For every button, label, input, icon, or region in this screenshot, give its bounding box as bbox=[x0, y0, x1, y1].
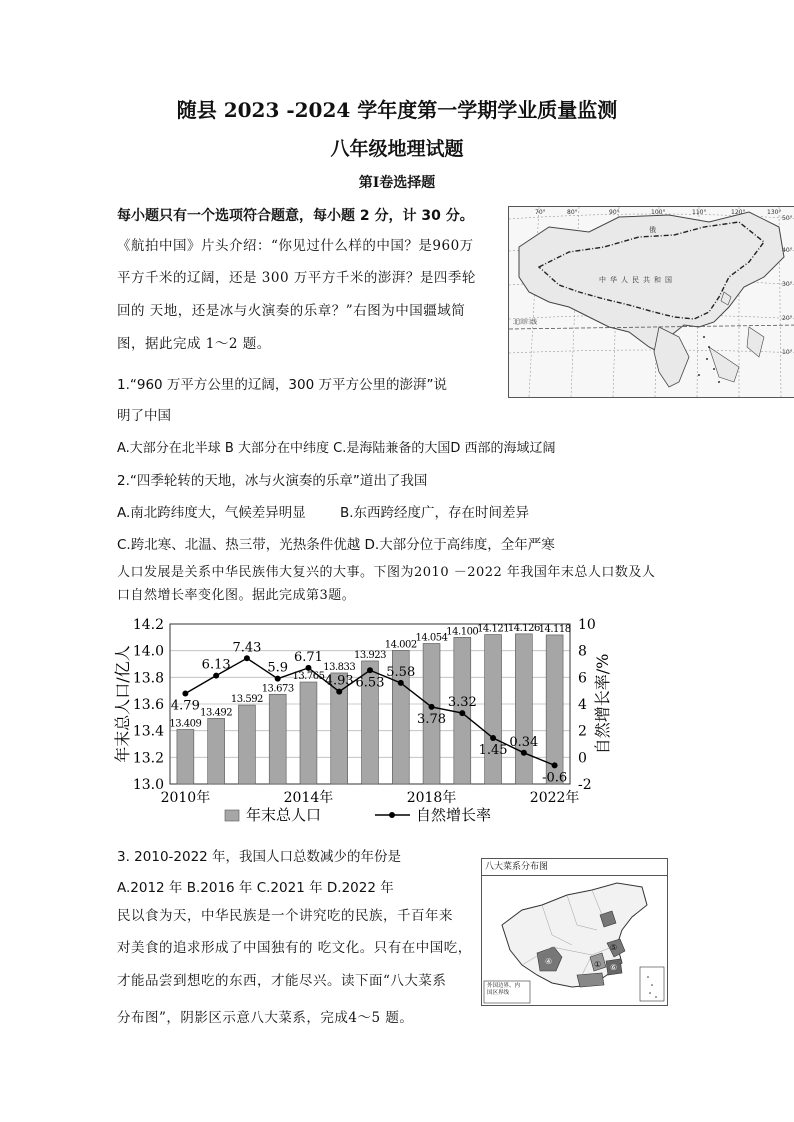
bar-2010 bbox=[177, 729, 194, 784]
y-left-tick-label: 13.4 bbox=[132, 723, 164, 740]
y-right-tick-label: 2 bbox=[578, 723, 587, 740]
map1-tropic-label: 北回归线 bbox=[513, 319, 538, 326]
rate-label-2017: 5.58 bbox=[386, 664, 416, 680]
rate-point-2016 bbox=[367, 667, 373, 673]
rate-point-2014 bbox=[305, 665, 311, 671]
passage2-line-2: 口自然增长率变化图。据此完成第3题。 bbox=[117, 588, 356, 603]
map1-lon-110: 110° bbox=[692, 209, 707, 216]
y-left-tick-label: 13.2 bbox=[132, 750, 164, 767]
y-left-tick-label: 13.6 bbox=[132, 697, 164, 713]
y-right-tick-label: 0 bbox=[578, 750, 587, 767]
rate-label-2014: 6.71 bbox=[293, 649, 323, 665]
bar-label-2019: 14.100 bbox=[446, 626, 479, 638]
x-tick-label: 2010年 bbox=[160, 790, 211, 806]
legend-bar-label: 年末总人口 bbox=[246, 806, 322, 824]
y-left-axis-title: 年末总人口/亿人 bbox=[113, 645, 132, 763]
bar-label-2021: 14.126 bbox=[507, 622, 540, 634]
y-right-tick-label: 10 bbox=[578, 617, 596, 633]
cuisine-marker-6: ⑥ bbox=[610, 963, 618, 972]
map1-lon-70: 70° bbox=[535, 209, 546, 216]
y-right-tick-label: 4 bbox=[578, 697, 587, 713]
passage2-line-1: 人口发展是关系中华民族伟大复兴的大事。下图为2010 －2022 年我国年末总人口数及人 bbox=[117, 565, 656, 580]
exam-subtitle: 八年级地理试题 bbox=[330, 138, 464, 160]
rate-point-2021 bbox=[521, 750, 527, 756]
bar-label-2011: 13.492 bbox=[200, 707, 233, 719]
legend-line-marker bbox=[389, 812, 395, 818]
cuisine-map-title: 八大菜系分布图 bbox=[482, 859, 668, 876]
rate-label-2021: 0.34 bbox=[509, 734, 539, 750]
passage3-line-3: 才能品尝到想吃的东西，才能尽兴。读下面“八大菜系 bbox=[117, 973, 447, 989]
q2-stem: 2.“四季轮转的天地，冰与火演奏的乐章”道出了我国 bbox=[117, 473, 428, 489]
map1-russia-label: 俄 bbox=[649, 226, 656, 234]
y-right-tick-label: 8 bbox=[578, 643, 587, 660]
rate-point-2017 bbox=[398, 680, 404, 686]
bar-2014 bbox=[300, 682, 317, 784]
passage1-line-3: 回的 天地，还是冰与火演奏的乐章？”右图为中国疆域简 bbox=[117, 303, 466, 319]
x-tick-label: 2018年 bbox=[406, 790, 457, 806]
section-heading: 第Ⅰ卷选择题 bbox=[358, 175, 436, 191]
q1-stem-line-1: 1.“960 万平方公里的辽阔，300 万平方公里的澎湃”说 bbox=[117, 377, 447, 393]
passage3-line-4: 分布图”，阴影区示意八大菜系，完成4～5 题。 bbox=[117, 1010, 414, 1026]
passage1-line-1: 《航拍中国》片头介绍：“你见过什么样的中国？是960万 bbox=[117, 238, 474, 254]
map1-lon-120: 120° bbox=[731, 209, 746, 216]
bar-label-2022: 14.118 bbox=[538, 623, 571, 635]
bar-2022 bbox=[546, 635, 563, 784]
q2-option-a: A.南北跨纬度大，气候差异明显 bbox=[117, 505, 306, 521]
cuisine-map bbox=[481, 858, 668, 1006]
passage3-line-2: 对美食的追求形成了中国独有的 吃文化。只有在中国吃， bbox=[117, 940, 472, 956]
legend-bar-swatch bbox=[225, 810, 239, 821]
map1-lat-30: 30° bbox=[782, 281, 793, 288]
q1-options: A.大部分在北半球 B 大部分在中纬度 C.是海陆兼备的大国D 西部的海域辽阔 bbox=[117, 441, 556, 456]
y-right-axis-title: 自然增长率/% bbox=[593, 653, 612, 755]
x-tick-label: 2022年 bbox=[529, 790, 580, 806]
bar-label-2013: 13.673 bbox=[261, 683, 294, 695]
q3-options: A.2012 年 B.2016 年 C.2021 年 D.2022 年 bbox=[117, 880, 394, 896]
rate-point-2010 bbox=[182, 690, 188, 696]
cuisine-map-legend: 外国边界、内 国区界线 bbox=[487, 983, 521, 996]
china-territory-map bbox=[508, 206, 794, 398]
bar-label-2015: 13.833 bbox=[323, 661, 356, 673]
population-chart bbox=[110, 612, 620, 834]
map1-lon-80: 80° bbox=[567, 209, 578, 216]
q3-stem: 3. 2010-2022 年，我国人口总数减少的年份是 bbox=[117, 849, 402, 865]
rate-point-2012 bbox=[244, 655, 250, 661]
map1-lon-130: 130° bbox=[767, 209, 782, 216]
china-map-graphic bbox=[509, 207, 794, 397]
rate-label-2016: 6.53 bbox=[355, 675, 385, 691]
y-left-tick-label: 14.2 bbox=[132, 617, 164, 633]
cuisine-marker-1: ① bbox=[594, 960, 602, 969]
q2-option-cd: C.跨北寒、北温、热三带，光热条件优越 D.大部分位于高纬度，全年严寒 bbox=[117, 537, 555, 553]
map1-lon-100: 100° bbox=[651, 209, 666, 216]
bar-2012 bbox=[238, 705, 255, 784]
bar-label-2016: 13.923 bbox=[354, 649, 386, 661]
bar-label-2014: 13.765 bbox=[292, 671, 325, 682]
rate-point-2018 bbox=[429, 704, 435, 710]
bar-2011 bbox=[208, 718, 225, 784]
rate-point-2019 bbox=[459, 710, 465, 716]
y-left-tick-label: 13.0 bbox=[132, 777, 164, 793]
cuisine-marker-4: ④ bbox=[545, 957, 553, 966]
rate-point-2020 bbox=[490, 735, 496, 741]
bar-label-2012: 13.592 bbox=[230, 694, 263, 706]
legend-line-label: 自然增长率 bbox=[416, 806, 492, 824]
y-left-tick-label: 14.0 bbox=[132, 643, 164, 660]
rate-point-2015 bbox=[336, 689, 342, 695]
rate-label-2013: 5.9 bbox=[267, 660, 289, 676]
cuisine-marker-5: ⑤ bbox=[610, 943, 618, 952]
rate-label-2020: 1.45 bbox=[478, 743, 508, 758]
rate-point-2022 bbox=[552, 762, 558, 768]
rate-point-2011 bbox=[213, 673, 219, 679]
passage3-line-1: 民以食为天，中华民族是一个讲究吃的民族，千百年来 bbox=[117, 908, 453, 924]
map1-lat-40: 40° bbox=[782, 247, 793, 254]
rate-label-2019: 3.32 bbox=[447, 695, 477, 711]
rate-label-2011: 6.13 bbox=[201, 657, 231, 673]
map1-china-label: 中华人民共和国 bbox=[599, 276, 676, 284]
instructions: 每小题只有一个选项符合题意，每小题 2 分，计 30 分。 bbox=[117, 208, 474, 224]
passage1-line-4: 图，据此完成 1～2 题。 bbox=[117, 336, 271, 352]
bar-2013 bbox=[269, 694, 286, 784]
passage1-line-2: 平方千米的辽阔，还是 300 万平方千米的澎湃？是四季轮 bbox=[117, 270, 476, 286]
rate-point-2013 bbox=[275, 676, 281, 682]
rate-label-2010: 4.79 bbox=[170, 698, 200, 714]
map1-lat-20: 20° bbox=[782, 315, 793, 322]
y-right-tick-label: -2 bbox=[578, 777, 592, 793]
rate-label-2022: -0.6 bbox=[542, 770, 568, 786]
y-right-tick-label: 6 bbox=[578, 670, 587, 687]
rate-label-2015: 4.93 bbox=[324, 673, 354, 689]
rate-label-2012: 7.43 bbox=[232, 640, 262, 656]
x-tick-label: 2014年 bbox=[283, 790, 334, 806]
bar-label-2020: 14.121 bbox=[477, 623, 510, 635]
bar-label-2010: 13.409 bbox=[169, 718, 202, 730]
bar-label-2017: 14.002 bbox=[384, 639, 417, 651]
q1-stem-line-2: 明了中国 bbox=[117, 408, 171, 424]
rate-label-2018: 3.78 bbox=[417, 711, 447, 727]
y-left-tick-label: 13.8 bbox=[132, 670, 164, 687]
bar-label-2018: 14.054 bbox=[415, 632, 448, 644]
map1-lat-50: 50° bbox=[782, 215, 793, 222]
bar-2021 bbox=[515, 634, 532, 784]
exam-title: 随县 2023 -2024 学年度第一学期学业质量监测 bbox=[176, 98, 618, 122]
map1-lat-10: 10° bbox=[782, 349, 793, 356]
map1-lon-90: 90° bbox=[609, 209, 620, 216]
q2-option-b: B.东西跨经度广，存在时间差异 bbox=[340, 505, 530, 521]
bar-2020 bbox=[485, 635, 502, 784]
